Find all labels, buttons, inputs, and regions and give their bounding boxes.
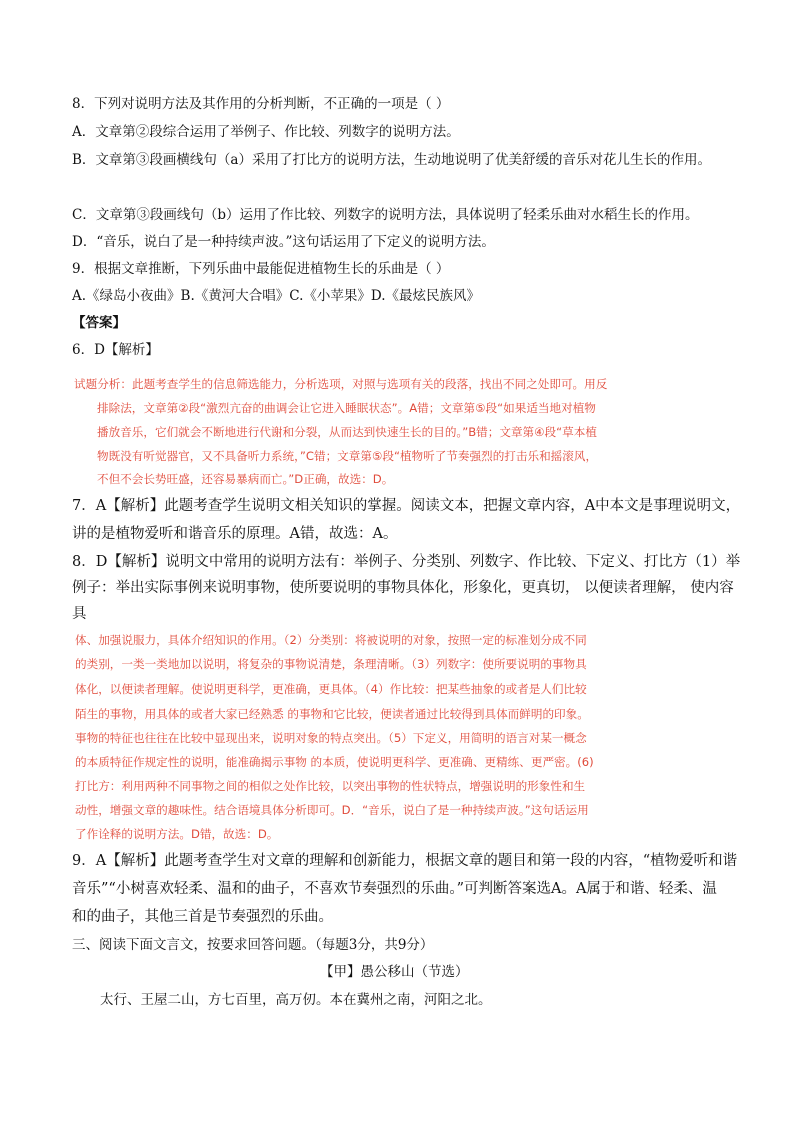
explanation-8-line: 事物的特征也往往在比较中显现出来，说明对象的特点突出。（5）下定义，用简明的语言对某一概念 xyxy=(75,731,587,745)
answer-8-line: 例子：举出实际事例来说明事物，使所要说明的事物具体化，形象化，更真切， 以便读者理解， 使内容 xyxy=(72,580,734,596)
explanation-8-line: 的本质特征作规定性的说明，能准确揭示事物 的本质，使说明更科学、更准确、更精练、更严密。(6) xyxy=(75,755,594,769)
q9-options: A.《绿岛小夜曲》B.《黄河大合唱》C.《小苹果》D.《最炫民族风》 xyxy=(72,288,481,304)
answer-9-line: 和的曲子，其他三首是节奏强烈的乐曲。 xyxy=(72,909,333,925)
explanation-6-line: 物既没有听觉器官，又不具备听力系统，”C错；文章第⑤段“植物听了节奏强烈的打击乐和摇滚风， xyxy=(97,449,598,463)
explanation-8-line: 体、加强说服力，具体介绍知识的作用。（2）分类别：将被说明的对象，按照一定的标准划分成不同 xyxy=(75,633,587,647)
explanation-8-line: 打比方：利用两种不同事物之间的相似之处作比较，以突出事物的性状特点，增强说明的形象性和生 xyxy=(75,779,586,793)
explanation-6-line: 试题分析：此题考查学生的信息筛选能力，分析选项，对照与选项有关的段落，找出不同之处即可。用反 xyxy=(74,377,608,391)
answer-label: 【答案】 xyxy=(72,315,126,331)
explanation-8-line: 了作诠释的说明方法。D错，故选：D。 xyxy=(75,827,279,841)
q8-stem: 8．下列对说明方法及其作用的分析判断，不正确的一项是（ ） xyxy=(72,96,450,112)
explanation-8-line: 的类别，一类一类地加以说明，将复杂的事物说清楚，条理清晰。（3）列数字：使所要说明的事物具 xyxy=(75,657,587,671)
explanation-6-line: 不但不会长势旺盛，还容易暴病而亡。”D正确，故选：D。 xyxy=(97,472,394,486)
answer-7-line: 7．A【解析】此题考查学生说明文相关知识的掌握。阅读文本，把握文章内容，A中本文是事理说明文， xyxy=(72,498,741,514)
explanation-8-line: 动性，增强文章的趣味性。结合语境具体分析即可。D．“音乐，说白了是一种持续声波。”这句话运用 xyxy=(75,803,589,817)
answer-9-line: 9．A【解析】此题考查学生对文章的理解和创新能力，根据文章的题目和第一段的内容，“植物爱听和谐 xyxy=(72,853,738,869)
q8-option-c: C．文章第③段画线句（b）运用了作比较、列数字的说明方法，具体说明了轻柔乐曲对水稻生长的作用。 xyxy=(72,207,699,223)
q8-option-b: B．文章第③段画横线句（a）采用了打比方的说明方法，生动地说明了优美舒缓的音乐对花儿生长的作用。 xyxy=(72,152,711,168)
section-3-heading: 三、阅读下面文言文，按要求回答问题。（每题3分，共9分） xyxy=(72,937,434,953)
explanation-8-line: 陌生的事物，用具体的或者大家已经熟悉 的事物和它比较，便读者通过比较得到具体而鲜明的印象。 xyxy=(75,707,589,721)
answer-8-line: 具 xyxy=(72,606,87,622)
q8-option-a: A．文章第②段综合运用了举例子、作比较、列数字的说明方法。 xyxy=(72,124,460,140)
q8-option-d: D．“音乐，说白了是一种持续声波。”这句话运用了下定义的说明方法。 xyxy=(72,234,495,250)
answer-7-line: 讲的是植物爱听和谐音乐的原理。A错，故选：A。 xyxy=(72,526,398,542)
passage-title: 【甲】愚公移山（节选） xyxy=(320,964,469,980)
answer-9-line: 音乐”“小树喜欢轻柔、温和的曲子，不喜欢节奏强烈的乐曲。”可判断答案选A。A属于和谐、轻柔、温 xyxy=(72,881,717,897)
passage-paragraph: 太行、王屋二山，方七百里，高万仞。本在冀州之南，河阳之北。 xyxy=(100,992,492,1008)
explanation-8-line: 体化，以便读者理解。使说明更科学，更准确，更具体。（4）作比较：把某些抽象的或者是人们比较 xyxy=(75,682,587,696)
q9-stem: 9．根据文章推断，下列乐曲中最能促进植物生长的乐曲是（ ） xyxy=(72,261,450,277)
answer-6-head: 6．D【解析】 xyxy=(72,342,159,358)
answer-8-line: 8．D【解析】说明文中常用的说明方法有：举例子、分类别、列数字、作比较、下定义、打比方（1）举 xyxy=(72,554,741,570)
explanation-6-line: 播放音乐，它们就会不断地进行代谢和分裂，从而达到快速生长的目的。”B错；文章第④段“草本植 xyxy=(97,425,597,439)
explanation-6-line: 排除法，文章第②段“激烈亢奋的曲调会让它进入睡眠状态”。A错；文章第⑤段“如果适当地对植物 xyxy=(97,401,596,415)
